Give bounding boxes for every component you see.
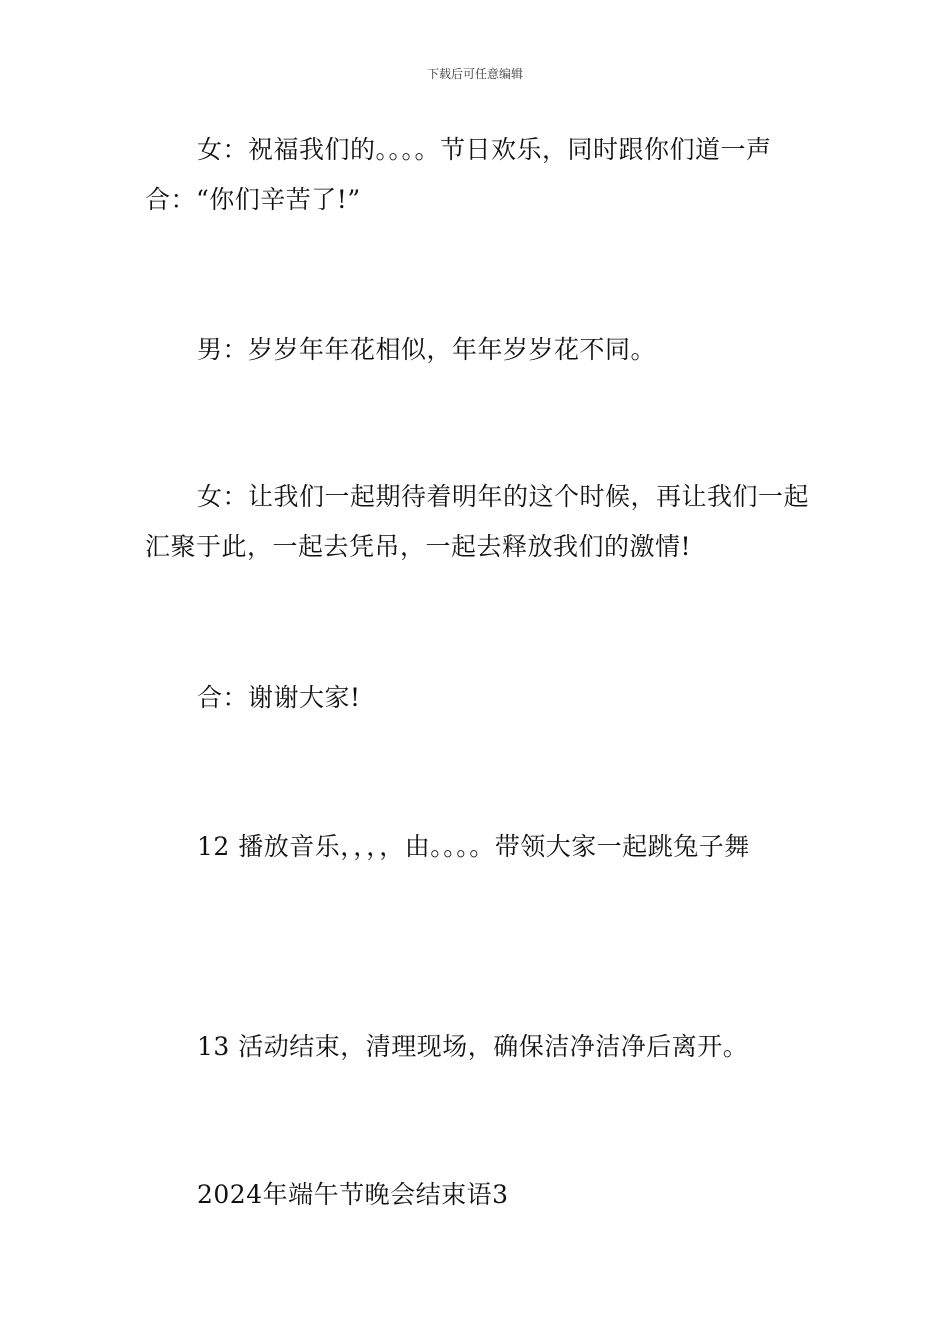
paragraph-female-blessing: 女：祝福我们的。。。。节日欢乐，同时跟你们道一声合：“你们辛苦了!” xyxy=(145,135,772,214)
paragraph-male-line: 男：岁岁年年花相似，年年岁岁花不同。 xyxy=(197,335,657,364)
paragraph-step-12: 12 播放音乐，，，，由。。。。带领大家一起跳兔子舞 xyxy=(197,832,750,861)
paragraph-together-thanks: 合：谢谢大家! xyxy=(197,683,361,712)
section-title: 2024年端午节晚会结束语3 xyxy=(197,1180,509,1209)
page-header: 下载后可任意编辑 xyxy=(426,67,523,81)
paragraph-female-next-year: 女：让我们一起期待着明年的这个时候，再让我们一起汇聚于此，一起去凭吊，一起去释放我们的激情! xyxy=(145,482,810,561)
paragraph-step-13: 13 活动结束，清理现场，确保洁净洁净后离开。 xyxy=(197,1032,749,1061)
